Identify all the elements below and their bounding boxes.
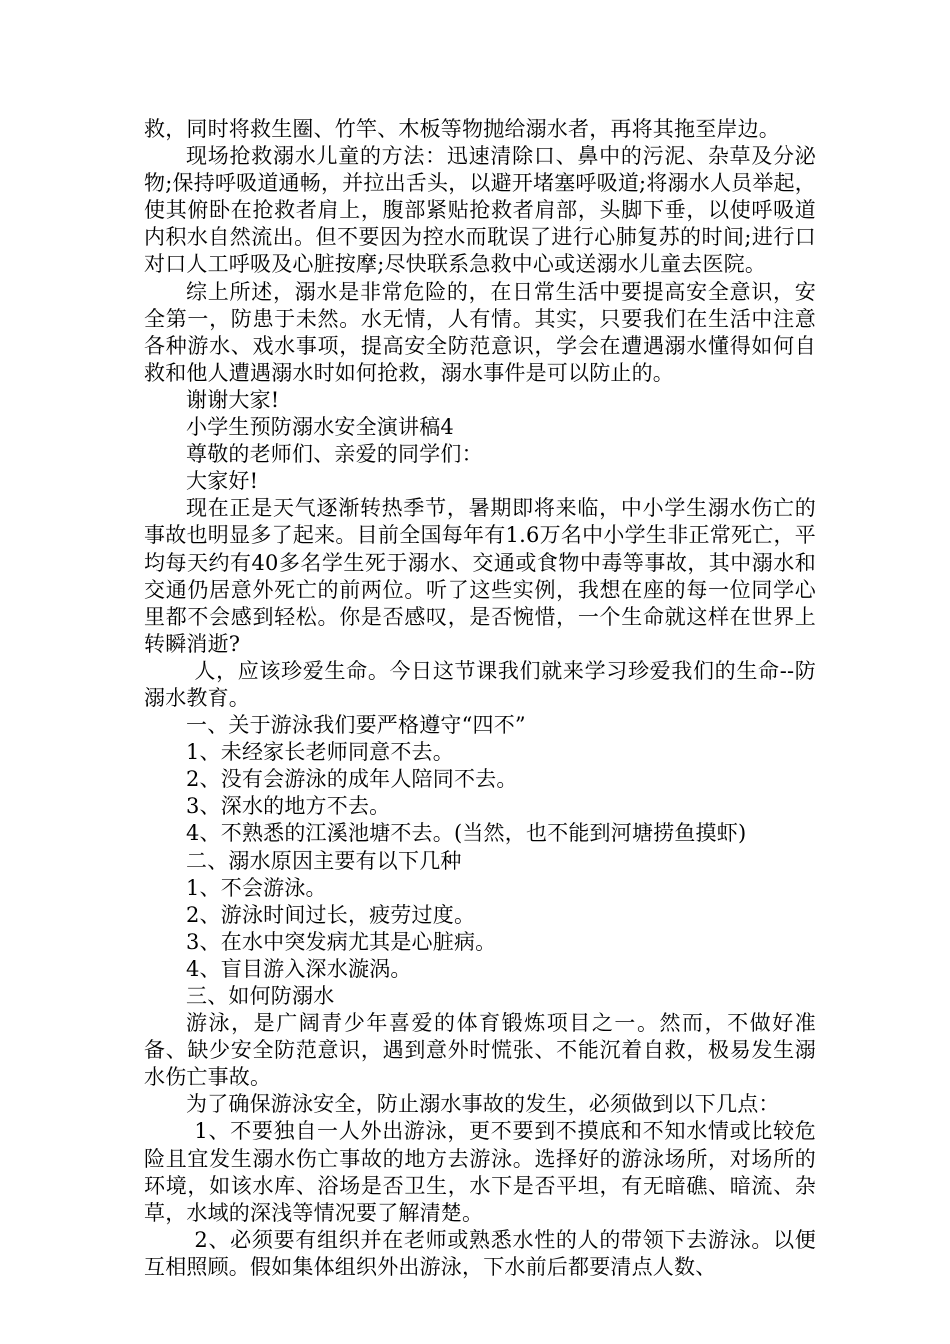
document-body	[144, 116, 816, 1281]
paragraph-safety-points: 为了确保游泳安全，防止溺水事故的发生，必须做到以下几点：	[186, 1092, 780, 1117]
list-item: 4、盲目游入深水漩涡。	[186, 956, 412, 981]
paragraph-rescue-method: 现场抢救溺水儿童的方法：迅速清除口、鼻中的污泥、杂草及分泌物;保持呼吸道通畅，并拉出舌头，以避开堵塞呼吸道;将溺水人员举起，使其俯卧在抢救者肩上，腹部紧贴抢救者肩部，头脚下垂，以使呼吸道内积水自然流出。但不要因为控水而耽误了进行心肺复苏的时间;进行口对口人工呼吸及心脏按摩;尽快联系急救中心或送溺水儿童去医院。	[144, 144, 816, 277]
section-heading: 小学生预防溺水安全演讲稿4	[186, 415, 454, 440]
paragraph-intro: 现在正是天气逐渐转热季节，暑期即将来临，中小学生溺水伤亡的事故也明显多了起来。目前全国每年有1.6万名中小学生非正常死亡，平均每天约有40多名学生死于溺水、交通或食物中毒等事故，其中溺水和交通仍居意外死亡的前两位。听了这些实例，我想在座的每一位同学心里都不会感到轻松。你是否感叹，是否惋惜，一个生命就这样在世界上转瞬消逝?	[144, 496, 816, 656]
list-item: 3、在水中突发病尤其是心脏病。	[186, 929, 497, 954]
paragraph-salutation: 尊敬的老师们、亲爱的同学们：	[186, 442, 483, 467]
paragraph-summary: 综上所述，溺水是非常危险的，在日常生活中要提高安全意识，安全第一，防患于未然。水无情，人有情。其实，只要我们在生活中注意各种游水、戏水事项，提高安全防范意识，学会在遭遇溺水懂得如何自救和他人遭遇溺水时如何抢救，溺水事件是可以防止的。	[144, 279, 816, 385]
paragraph-cherish-life: 人，应该珍爱生命。今日这节课我们就来学习珍爱我们的生命--防溺水教育。	[144, 658, 816, 710]
list-item: 1、未经家长老师同意不去。	[186, 740, 454, 765]
list-heading-causes: 二、溺水原因主要有以下几种	[186, 848, 462, 873]
list-item: 3、深水的地方不去。	[186, 794, 391, 819]
list-item: 2、没有会游泳的成年人陪同不去。	[186, 767, 518, 792]
list-item: 4、不熟悉的江溪池塘不去。(当然，也不能到河塘捞鱼摸虾)	[186, 821, 747, 846]
list-item: 1、不会游泳。	[186, 875, 327, 900]
paragraph-thanks: 谢谢大家!	[186, 387, 280, 412]
list-heading-four-nots: 一、关于游泳我们要严格遵守“四不”	[186, 713, 526, 738]
paragraph-rescue-continuation: 救，同时将救生圈、竹竿、木板等物抛给溺水者，再将其拖至岸边。	[144, 117, 780, 141]
paragraph-swimming: 游泳，是广阔青少年喜爱的体育锻炼项目之一。然而，不做好准备、缺少安全防范意识，遇到意外时慌张、不能沉着自救，极易发生溺水伤亡事故。	[144, 1011, 816, 1090]
paragraph-point-2: 2、必须要有组织并在老师或熟悉水性的人的带领下去游泳。以便互相照顾。假如集体组织外出游泳，下水前后都要清点人数、	[144, 1227, 816, 1279]
list-item: 2、游泳时间过长，疲劳过度。	[186, 902, 476, 927]
list-heading-prevention: 三、如何防溺水	[186, 984, 335, 1008]
paragraph-greeting: 大家好!	[186, 469, 259, 494]
paragraph-point-1: 1、不要独自一人外出游泳，更不要到不摸底和不知水情或比较危险且宜发生溺水伤亡事故的地方去游泳。选择好的游泳场所，对场所的环境，如该水库、浴场是否卫生，水下是否平坦，有无暗礁、暗流、杂草，水域的深浅等情况要了解清楚。	[144, 1119, 816, 1225]
